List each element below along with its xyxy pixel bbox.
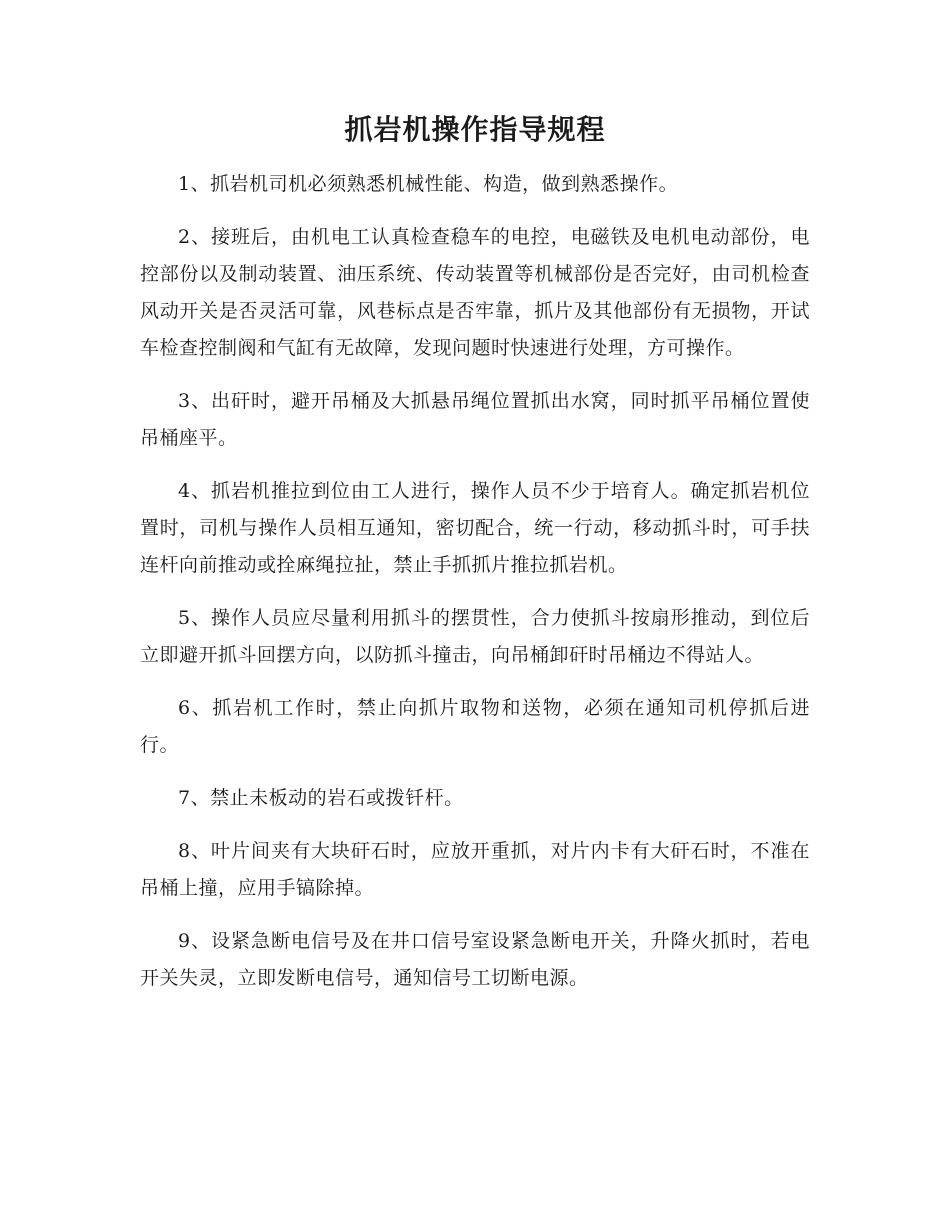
paragraph-1: 1、抓岩机司机必须熟悉机械性能、构造，做到熟悉操作。 <box>178 173 679 195</box>
paragraph-2: 2、接班后，由机电工认真检查稳车的电控，电磁铁及电机电动部份，电控部份以及制动装置、油压系统、传动装置等机械部份是否完好，由司机检查风动开关是否灵活可靠，风巷标点是否牢靠，抓片及其他部份有无损物，开试车检查控制阀和气缸有无故障，发现问题时快速进行处理，方可操作。 <box>140 226 810 359</box>
paragraph-3: 3、出矸时，避开吊桶及大抓悬吊绳位置抓出水窝，同时抓平吊桶位置使吊桶座平。 <box>140 390 810 449</box>
paragraph-7: 7、禁止未板动的岩石或拨钎杆。 <box>178 787 464 809</box>
paragraph-8: 8、叶片间夹有大块矸石时，应放开重抓，对片内卡有大矸石时，不准在吊桶上撞，应用手镐除掉。 <box>140 840 810 899</box>
document-body <box>140 166 810 1013</box>
paragraph-9: 9、设紧急断电信号及在井口信号室设紧急断电开关，升降火抓时，若电开关失灵，立即发断电信号，通知信号工切断电源。 <box>140 930 810 989</box>
paragraph-6: 6、抓岩机工作时，禁止向抓片取物和送物，必须在通知司机停抓后进行。 <box>140 697 810 756</box>
document-title: 抓岩机操作指导规程 <box>344 113 606 146</box>
paragraph-4: 4、抓岩机推拉到位由工人进行，操作人员不少于培育人。确定抓岩机位置时，司机与操作人员相互通知，密切配合，统一行动，移动抓斗时，可手扶连杆向前推动或拴麻绳拉扯，禁止手抓抓片推拉抓岩机。 <box>140 480 810 576</box>
paragraph-5: 5、操作人员应尽量利用抓斗的摆贯性，合力使抓斗按扇形推动，到位后立即避开抓斗回摆方向，以防抓斗撞击，向吊桶卸矸时吊桶边不得站人。 <box>140 607 810 666</box>
